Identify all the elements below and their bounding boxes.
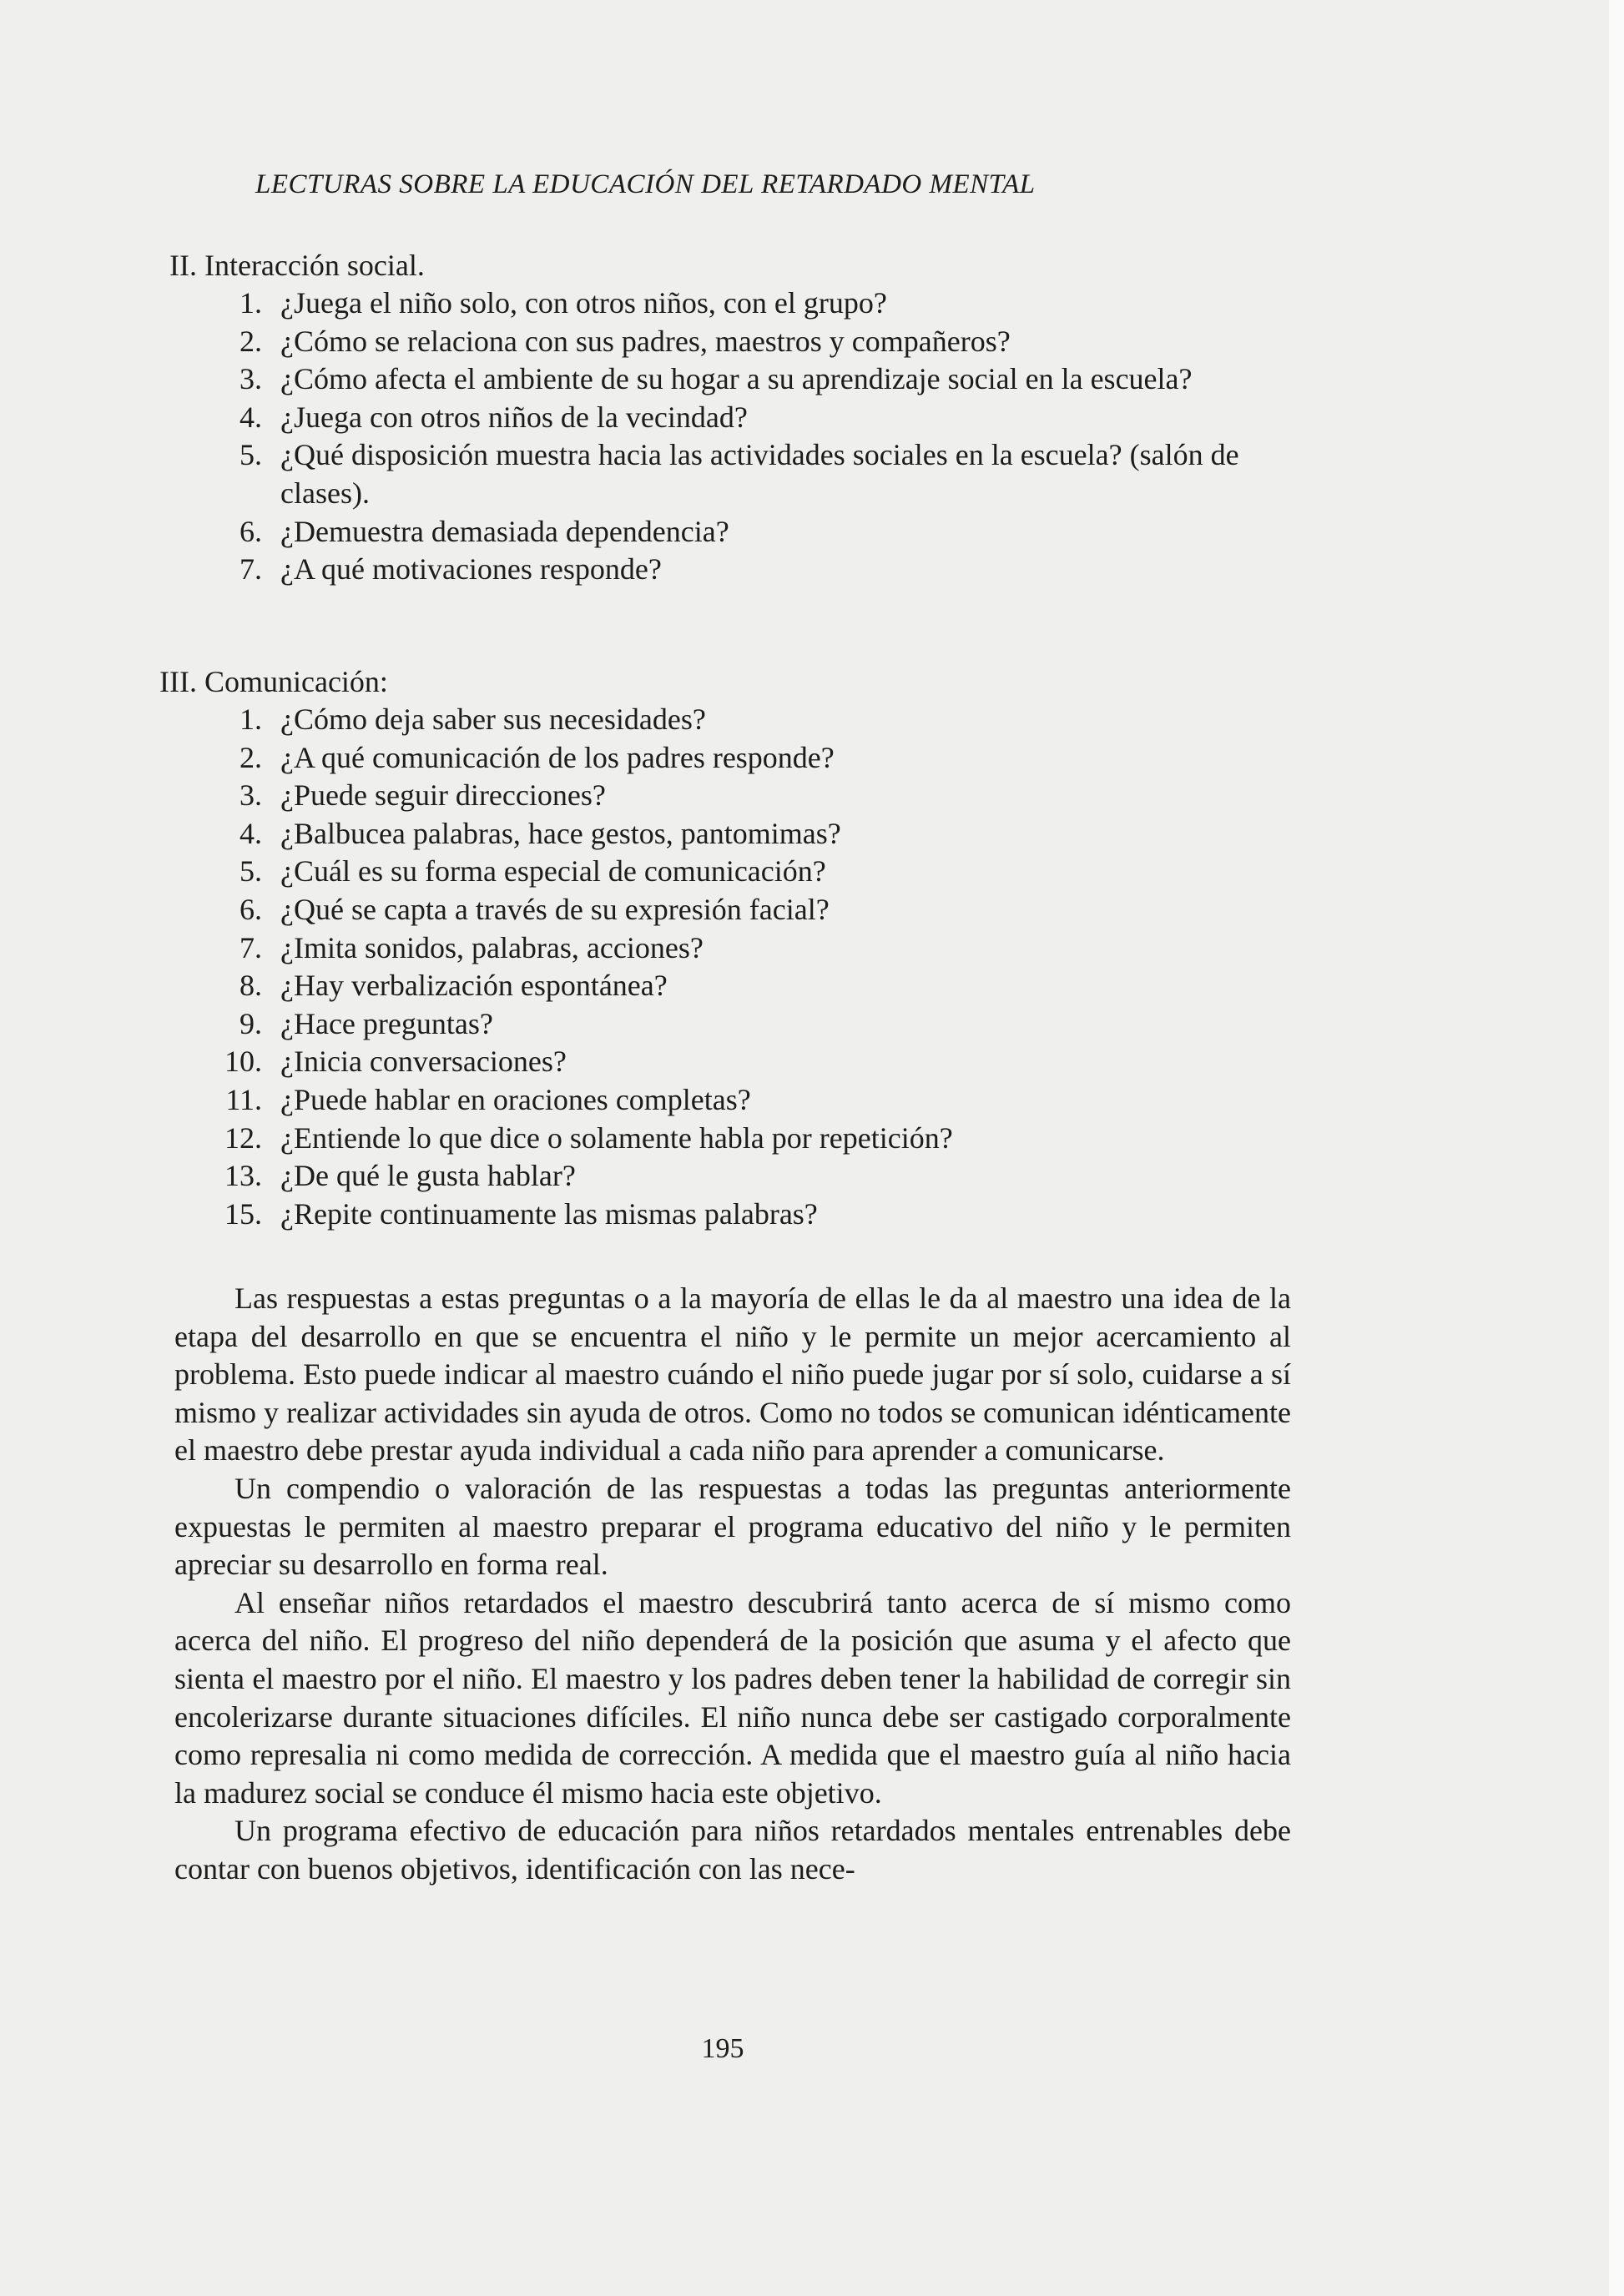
- item-number: 6.: [240, 514, 262, 548]
- item-number: 12.: [224, 1120, 262, 1155]
- item-text: ¿Juega el niño solo, con otros niños, con el grupo?: [280, 286, 887, 320]
- communication-questions: [0, 701, 1315, 1233]
- item-text: ¿Cómo afecta el ambiente de su hogar a su aprendizaje social en la escuela?: [280, 362, 1193, 396]
- list-item: [220, 701, 1315, 739]
- item-number: 13.: [224, 1159, 262, 1193]
- body-text: [174, 1280, 1291, 1889]
- item-number: 8.: [240, 969, 262, 1003]
- item-text: ¿Hay verbalización espontánea?: [280, 969, 668, 1003]
- item-text: ¿Balbucea palabras, hace gestos, pantomimas?: [280, 816, 841, 850]
- item-number: 2.: [240, 740, 262, 774]
- list-item: [220, 1043, 1315, 1081]
- item-number: 10.: [224, 1045, 262, 1079]
- item-text: ¿Puede seguir direcciones?: [280, 778, 606, 813]
- list-item: [220, 815, 1315, 853]
- list-item: [220, 1157, 1315, 1196]
- paragraph: Las respuestas a estas preguntas o a la mayoría de ellas le da al maestro una idea de la etapa del desarrollo en que se encuentra el niño y le permite un mejor acercamiento al problema. Esto puede indicar al maestro cuándo el niño puede jugar por sí solo, cuidarse a sí mismo y realizar actividades sin ayuda de otros. Como no todos se comunican idénticamente el maestro debe prestar ayuda individual a cada niño para aprender a comunicarse.: [174, 1281, 1291, 1468]
- item-number: 5.: [240, 854, 262, 889]
- list-item: [220, 1120, 1315, 1158]
- item-number: 7.: [240, 930, 262, 964]
- list-item: [220, 360, 1315, 399]
- list-item: [220, 1196, 1315, 1234]
- item-number: 11.: [225, 1082, 262, 1116]
- item-text: ¿Juega con otros niños de la vecindad?: [280, 400, 748, 434]
- page-number: 195: [701, 2033, 744, 2064]
- section-heading-communication: III. Comunicación:: [159, 665, 388, 698]
- list-item: [220, 967, 1315, 1005]
- item-number: 1.: [240, 702, 262, 736]
- item-text: ¿Qué disposición muestra hacia las actividades sociales en la escuela? (salón de clases).: [280, 438, 1239, 510]
- list-item: [220, 323, 1315, 361]
- item-number: 4.: [240, 816, 262, 850]
- item-number: 3.: [240, 778, 262, 813]
- list-item: [220, 1081, 1315, 1120]
- item-text: ¿Cómo deja saber sus necesidades?: [280, 702, 706, 736]
- list-item: [220, 929, 1315, 968]
- list-item: [220, 399, 1315, 437]
- paragraph: Al enseñar niños retardados el maestro descubrirá tanto acerca de sí mismo como acerca del niño. El progreso del niño dependerá de la posición que asuma y el afecto que sienta el maestro por el niño. El maestro y los padres deben tener la habilidad de corregir sin encolerizarse durante situaciones difíciles. El niño nunca debe ser castigado corporalmente como represalia ni como medida de corrección. A medida que el maestro guía al niño hacia la madurez social se conduce él mismo hacia este objetivo.: [174, 1585, 1291, 1810]
- item-text: ¿A qué motivaciones responde?: [280, 552, 662, 587]
- item-number: 1.: [240, 286, 262, 320]
- social-interaction-questions: [0, 284, 1315, 589]
- item-number: 5.: [240, 438, 262, 472]
- item-number: 9.: [240, 1006, 262, 1040]
- item-text: ¿Cómo se relaciona con sus padres, maestros y compañeros?: [280, 324, 1011, 358]
- item-number: 3.: [240, 362, 262, 396]
- item-number: 2.: [240, 324, 262, 358]
- item-text: ¿Puede hablar en oraciones completas?: [280, 1082, 751, 1116]
- page-edge: [1609, 0, 1624, 2296]
- item-text: ¿Inicia conversaciones?: [280, 1045, 567, 1079]
- item-number: 4.: [240, 400, 262, 434]
- item-text: ¿Entiende lo que dice o solamente habla por repetición?: [280, 1120, 953, 1155]
- list-item: [220, 853, 1315, 891]
- list-item: [220, 513, 1315, 551]
- item-text: ¿Cuál es su forma especial de comunicación?: [280, 854, 826, 889]
- item-number: 6.: [240, 892, 262, 926]
- item-text: ¿De qué le gusta hablar?: [280, 1159, 576, 1193]
- item-text: ¿Demuestra demasiada dependencia?: [280, 514, 729, 548]
- item-number: 15.: [224, 1196, 262, 1231]
- paragraph: Un programa efectivo de educación para niños retardados mentales entrenables debe contar con buenos objetivos, identificación con las nece-: [174, 1814, 1291, 1886]
- paragraph: Un compendio o valoración de las respuestas a todas las preguntas anteriormente expuestas le permiten al maestro preparar el programa educativo del niño y le permiten apreciar su desarrollo en forma real.: [174, 1471, 1291, 1582]
- list-item: [220, 284, 1315, 323]
- item-text: ¿Hace preguntas?: [280, 1006, 493, 1040]
- list-item: [220, 891, 1315, 929]
- section-heading-social-interaction: II. Interacción social.: [169, 249, 425, 282]
- item-text: ¿Repite continuamente las mismas palabras?: [280, 1196, 818, 1231]
- item-text: ¿Imita sonidos, palabras, acciones?: [280, 930, 704, 964]
- list-item: [220, 777, 1315, 815]
- list-item: [220, 1005, 1315, 1044]
- item-text: ¿A qué comunicación de los padres responde?: [280, 740, 835, 774]
- running-head: LECTURAS SOBRE LA EDUCACIÓN DEL RETARDADO MENTAL: [255, 169, 1036, 199]
- item-number: 7.: [240, 552, 262, 587]
- list-item: [220, 551, 1315, 589]
- list-item: [220, 739, 1315, 778]
- list-item: [220, 436, 1315, 512]
- item-text: ¿Qué se capta a través de su expresión facial?: [280, 892, 830, 926]
